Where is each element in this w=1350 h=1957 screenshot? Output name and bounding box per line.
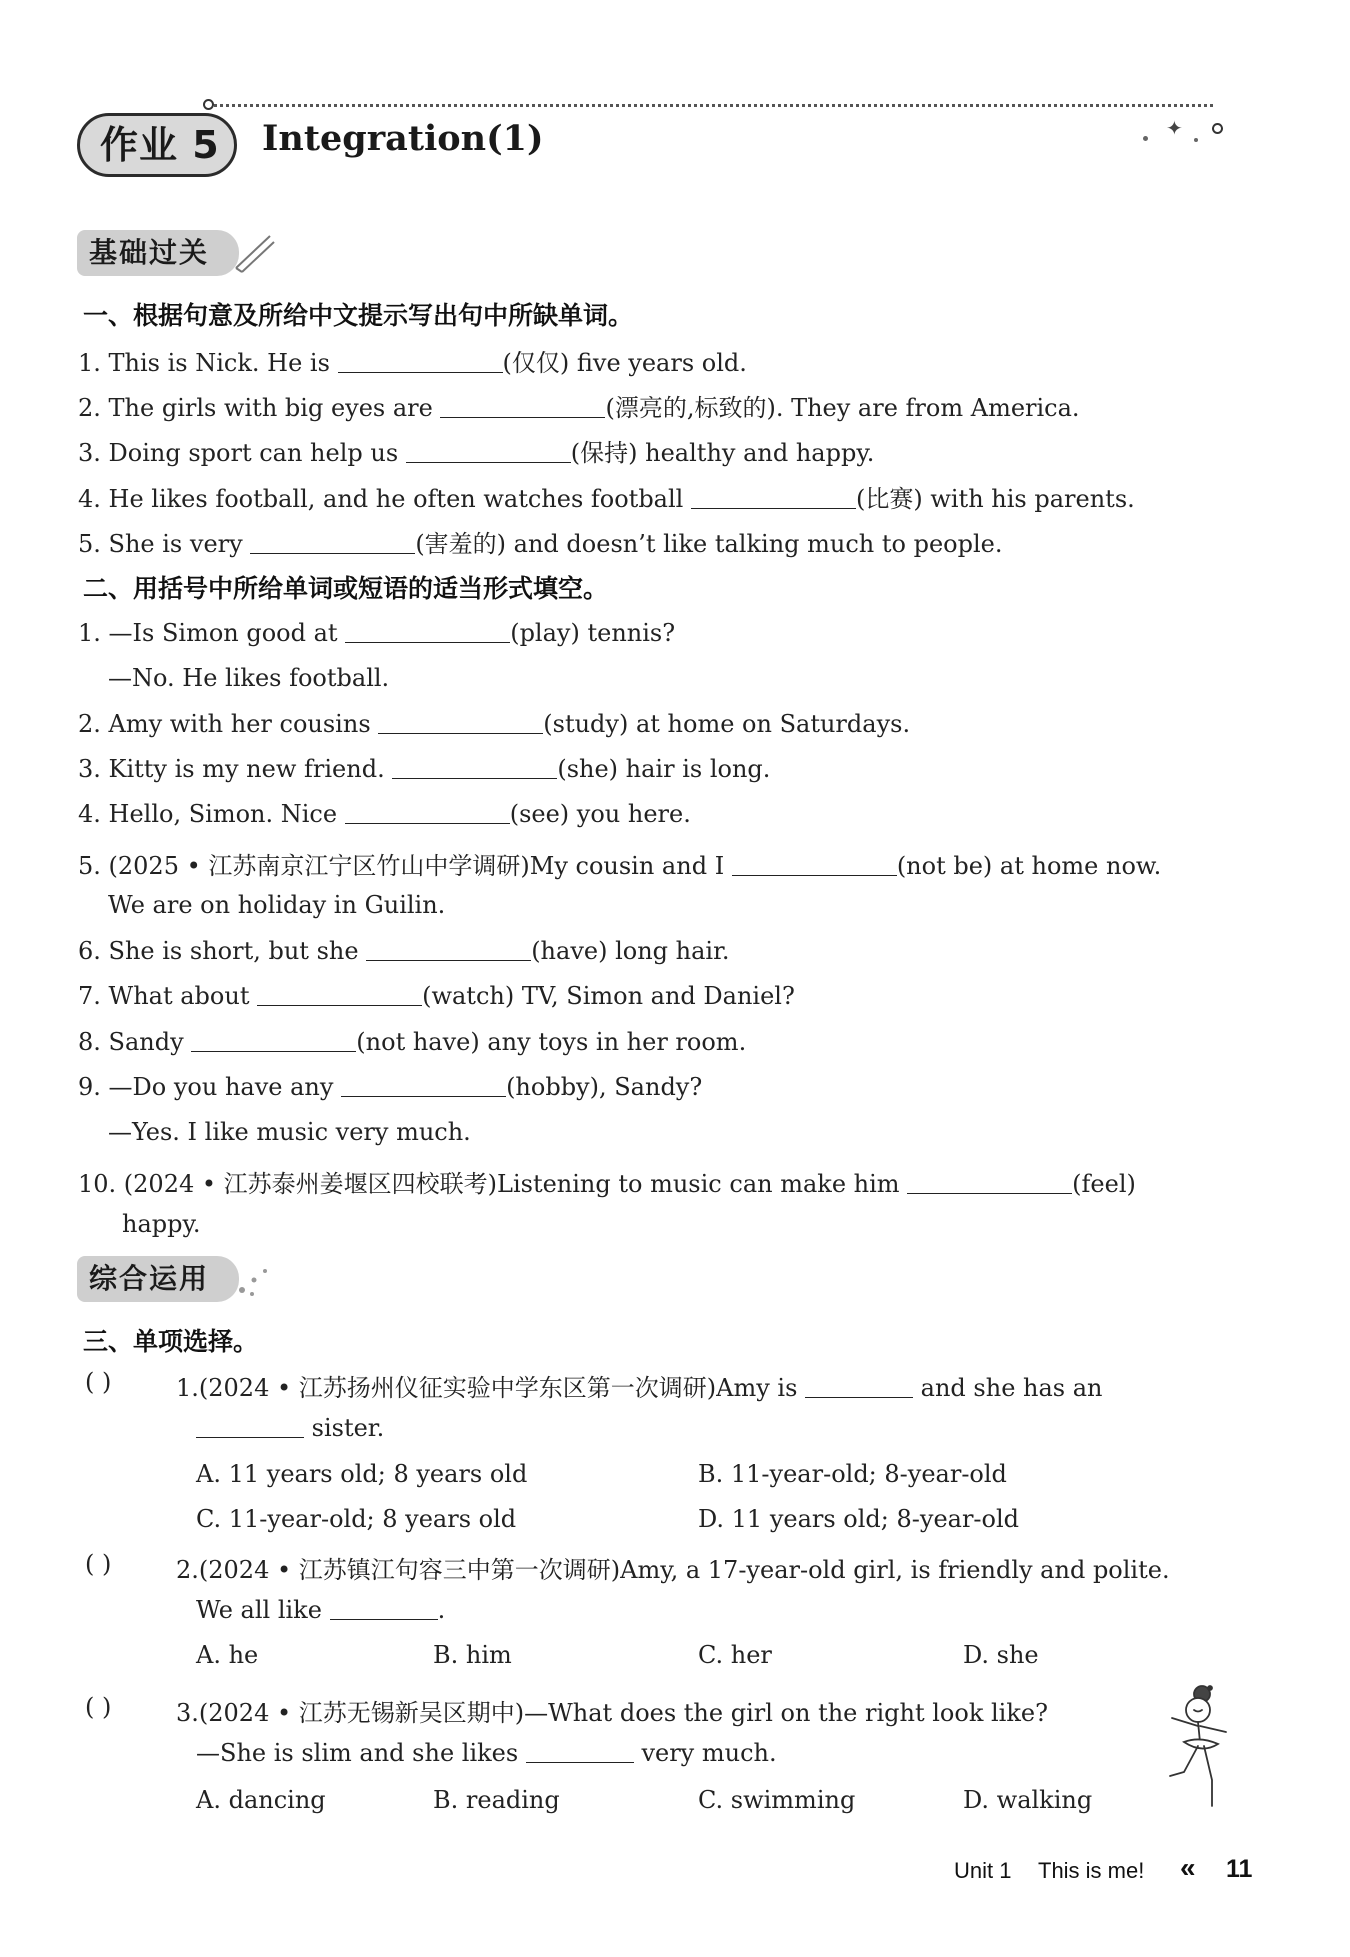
fill-item: 1. —Is Simon good at (play) tennis? [78,619,676,647]
option-b[interactable]: B. 11-year-old; 8-year-old [698,1460,1007,1488]
page-title: Integration(1) [262,118,544,159]
fill-item: 5. She is very (害羞的) and doesn’t like talking much to people. [78,530,1003,558]
question-stem-continuation: We all like . [196,1596,446,1624]
answer-blank[interactable] [392,756,557,779]
part-two-heading: 二、用括号中所给单词或短语的适当形式填空。 [83,574,609,603]
sparkle-icon: ✦ [1166,116,1183,140]
answer-blank[interactable] [345,801,510,824]
fill-item-continuation: happy. [122,1210,201,1238]
answer-bracket[interactable]: ( ) [85,1368,112,1396]
sparkle-dot-icon [1143,136,1148,141]
section-banner-comprehensive [77,1256,239,1302]
homework-badge: 作业 5 [77,113,237,177]
option-b[interactable]: B. reading [433,1786,560,1814]
fill-item: 5. (2025 • 江苏南京江宁区竹山中学调研)My cousin and I (not be) at home now. [78,852,1162,880]
fill-item: 9. —Do you have any (hobby), Sandy? [78,1073,703,1101]
answer-blank[interactable] [406,440,571,463]
option-a[interactable]: A. dancing [196,1786,326,1814]
fill-item: 3. Doing sport can help us (保持) healthy and happy. [78,439,875,467]
header-dotted-line [208,104,1213,107]
option-d[interactable]: D. she [963,1641,1039,1669]
option-d[interactable]: D. walking [963,1786,1093,1814]
fill-item-continuation: —No. He likes football. [108,664,390,692]
answer-blank[interactable] [341,1074,506,1097]
option-b[interactable]: B. him [433,1641,512,1669]
section-banner-basic [77,230,239,276]
option-c[interactable]: C. swimming [698,1786,856,1814]
part-one-heading: 一、根据句意及所给中文提示写出句中所缺单词。 [83,301,634,330]
answer-blank[interactable] [378,711,543,734]
option-a[interactable]: A. he [196,1641,259,1669]
answer-blank[interactable] [691,486,856,509]
answer-blank[interactable] [191,1029,356,1052]
answer-blank[interactable] [732,853,897,876]
fill-item: 2. Amy with her cousins (study) at home on Saturdays. [78,710,911,738]
answer-blank[interactable] [196,1415,304,1438]
answer-blank[interactable] [805,1375,913,1398]
answer-blank[interactable] [257,983,422,1006]
fill-item-continuation: —Yes. I like music very much. [108,1118,471,1146]
fill-item: 10. (2024 • 江苏泰州姜堰区四校联考)Listening to music can make him (feel) [78,1170,1136,1198]
section-banner-label: 基础过关 [89,236,210,269]
fill-item: 4. He likes football, and he often watches football (比赛) with his parents. [78,485,1135,513]
question-stem-continuation: —She is slim and she likes very much. [196,1739,777,1767]
dancing-girl-illustration [1150,1680,1240,1820]
fill-item: 8. Sandy (not have) any toys in her room. [78,1028,747,1056]
answer-blank[interactable] [526,1740,634,1763]
pencil-icon [232,230,278,276]
answer-blank[interactable] [440,395,605,418]
header-ring-left [203,99,214,110]
fill-item: 1. This is Nick. He is (仅仅) five years old. [78,349,747,377]
answer-blank[interactable] [250,531,415,554]
fill-item: 6. She is short, but she (have) long hair. [78,937,730,965]
question-stem: 3.(2024 • 江苏无锡新吴区期中)—What does the girl on the right look like? [176,1699,1048,1727]
option-c[interactable]: C. her [698,1641,772,1669]
part-three-heading: 三、单项选择。 [83,1327,259,1356]
question-stem: 1.(2024 • 江苏扬州仪征实验中学东区第一次调研)Amy is and she has an [176,1374,1103,1402]
footer-unit: Unit 1 [954,1858,1012,1883]
fill-item-continuation: We are on holiday in Guilin. [108,891,446,919]
double-chevron-left-icon: « [1180,1852,1196,1883]
answer-blank[interactable] [345,620,510,643]
footer-unit-title: This is me! [1038,1858,1145,1883]
answer-bracket[interactable]: ( ) [85,1693,112,1721]
answer-blank[interactable] [907,1171,1072,1194]
stars-icon [232,1256,278,1302]
question-stem-continuation: sister. [196,1414,384,1442]
header-ring-right [1212,123,1223,134]
section-banner-label: 综合运用 [89,1262,210,1295]
sparkle-dot-icon [1194,138,1198,142]
fill-item: 3. Kitty is my new friend. (she) hair is long. [78,755,771,783]
fill-item: 7. What about (watch) TV, Simon and Daniel? [78,982,795,1010]
fill-item: 4. Hello, Simon. Nice (see) you here. [78,800,691,828]
answer-bracket[interactable]: ( ) [85,1550,112,1578]
fill-item: 2. The girls with big eyes are (漂亮的,标致的). They are from America. [78,394,1080,422]
option-d[interactable]: D. 11 years old; 8-year-old [698,1505,1020,1533]
page-number: 11 [1226,1855,1253,1883]
question-stem: 2.(2024 • 江苏镇江句容三中第一次调研)Amy, a 17-year-old girl, is friendly and polite. [176,1556,1170,1584]
answer-blank[interactable] [330,1597,438,1620]
option-c[interactable]: C. 11-year-old; 8 years old [196,1505,517,1533]
option-a[interactable]: A. 11 years old; 8 years old [196,1460,528,1488]
answer-blank[interactable] [366,938,531,961]
answer-blank[interactable] [338,350,503,373]
